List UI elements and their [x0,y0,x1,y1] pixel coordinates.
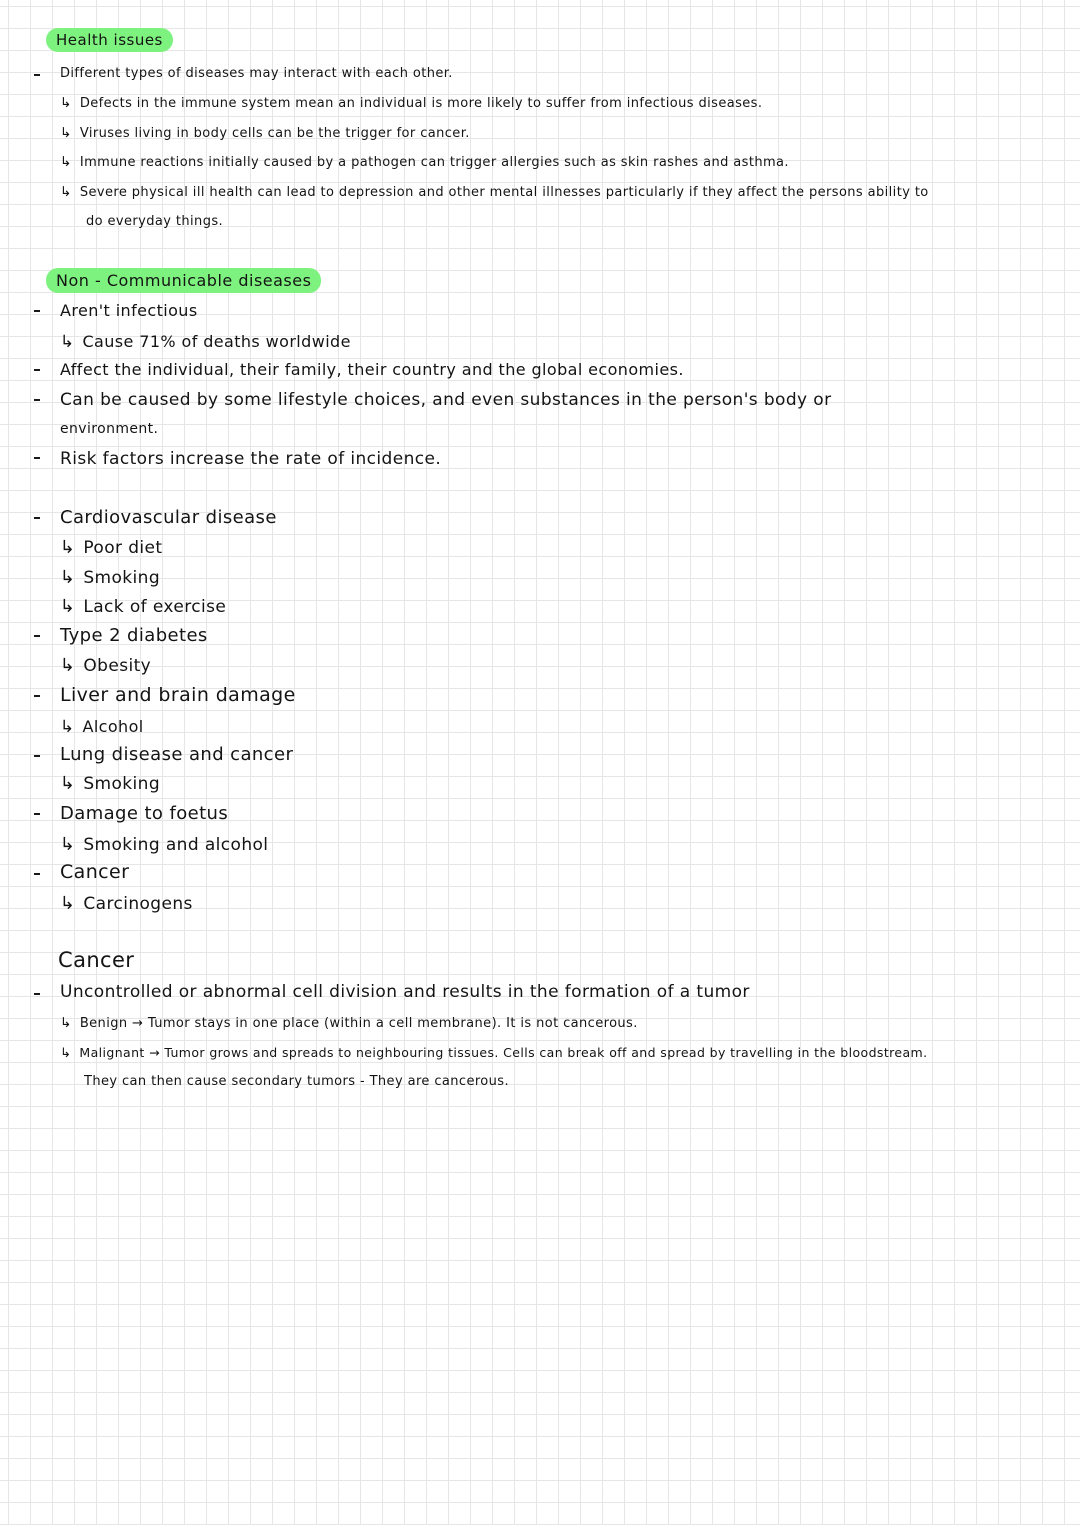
sub-arrow-icon: ↳ [60,184,72,200]
risk-alcohol: ↳ Alcohol [60,716,144,736]
disease-lung: Lung disease and cancer [60,744,294,765]
risk-smoking-alcohol: ↳ Smoking and alcohol [60,834,269,855]
sub-arrow-icon: ↳ [60,567,76,588]
ncd-line-1-sub: ↳ Cause 71% of deaths worldwide [60,331,351,351]
bullet-dash [34,635,40,637]
risk-smoking-lung: ↳ Smoking [60,773,161,794]
disease-foetus: Damage to foetus [60,803,229,824]
bullet-dash [34,755,40,757]
sub-arrow-icon: ↳ [60,834,76,855]
heading-health-issues: Health issues [46,28,173,52]
risk-smoking: ↳ Smoking [60,567,161,588]
bullet-dash [34,457,40,459]
ncd-line-2: Affect the individual, their family, their country and the global economies. [60,360,684,379]
bullet-dash [34,310,40,312]
cancer-malignant: ↳ Malignant → Tumor grows and spreads to neighbouring tissues. Cells can break off and spread by travelling in the bloodstream. [60,1045,928,1061]
sub-arrow-icon: ↳ [60,596,76,617]
risk-poor-diet: ↳ Poor diet [60,537,163,558]
sub-arrow-icon: ↳ [60,154,72,170]
sub-arrow-icon: ↳ [60,773,76,794]
sub-arrow-icon: ↳ [60,716,75,736]
bullet-dash [34,993,40,995]
sub-arrow-icon: ↳ [60,1046,72,1061]
cancer-benign: ↳ Benign → Tumor stays in one place (within a cell membrane). It is not cancerous. [60,1015,638,1031]
cancer-definition: Uncontrolled or abnormal cell division and results in the formation of a tumor [60,982,750,1002]
bullet-dash [34,873,40,875]
health-point-4-continuation: do everyday things. [86,214,224,229]
health-point-2: ↳ Viruses living in body cells can be the trigger for cancer. [60,125,470,141]
bullet-dash [34,369,40,371]
disease-type-2-diabetes: Type 2 diabetes [60,625,208,646]
health-point-3: ↳ Immune reactions initially caused by a pathogen can trigger allergies such as skin rashes and asthma. [60,154,789,170]
health-point-1: ↳ Defects in the immune system mean an individual is more likely to suffer from infectious diseases. [60,95,763,111]
cancer-malignant-continuation: They can then cause secondary tumors - They are cancerous. [84,1074,509,1089]
sub-arrow-icon: ↳ [60,537,76,558]
sub-arrow-icon: ↳ [60,1015,72,1031]
bullet-dash [34,813,40,815]
heading-cancer: Cancer [58,948,135,972]
bullet-dash [34,517,40,519]
ncd-line-1: Aren't infectious [60,301,198,320]
risk-lack-of-exercise: ↳ Lack of exercise [60,596,227,617]
risk-obesity: ↳ Obesity [60,655,152,676]
disease-liver-brain: Liver and brain damage [60,684,296,706]
ncd-line-3-continuation: environment. [60,421,159,437]
ncd-line-4: Risk factors increase the rate of incidence. [60,449,442,469]
risk-carcinogens: ↳ Carcinogens [60,893,193,914]
disease-cardiovascular: Cardiovascular disease [60,507,277,528]
sub-arrow-icon: ↳ [60,655,76,676]
sub-arrow-icon: ↳ [60,893,76,914]
heading-non-communicable: Non - Communicable diseases [46,268,321,293]
health-point-4: ↳ Severe physical ill health can lead to depression and other mental illnesses particularly if they affect the persons ability to [60,184,929,200]
bullet-dash [34,695,40,697]
ncd-line-3: Can be caused by some lifestyle choices, and even substances in the person's body or [60,390,832,410]
sub-arrow-icon: ↳ [60,95,72,111]
disease-cancer: Cancer [60,861,130,883]
sub-arrow-icon: ↳ [60,331,75,351]
health-intro: Different types of diseases may interact with each other. [60,66,453,81]
bullet-dash [34,74,40,76]
sub-arrow-icon: ↳ [60,125,72,141]
bullet-dash [34,399,40,401]
